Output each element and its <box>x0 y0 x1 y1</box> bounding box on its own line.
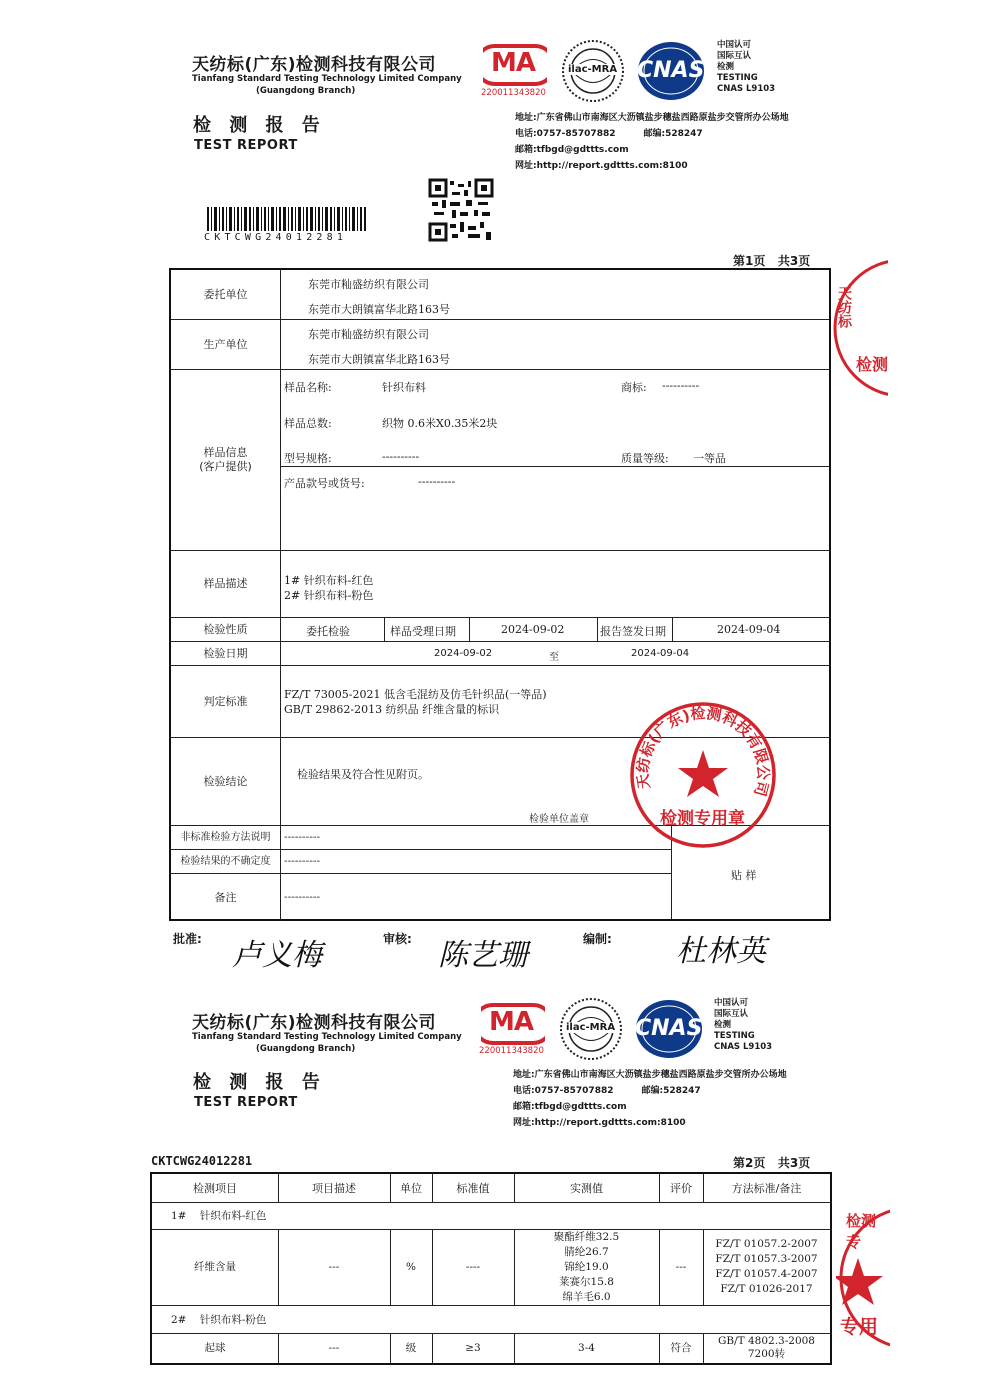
article-label: 产品款号或货号: <box>284 477 365 490</box>
company-name-2: 天纺标(广东)检测科技有限公司 <box>192 1013 437 1033</box>
issue-date: 2024-09-04 <box>717 623 781 636</box>
col-header-desc: 项目描述 <box>312 1182 356 1195</box>
company-name-en-2: Tianfang Standard Testing Technology Limited Company <box>192 1032 462 1042</box>
fiber-measured <box>514 1229 659 1305</box>
nature-value: 委托检验 <box>306 625 350 638</box>
swatch-label: 贴 样 <box>731 869 757 882</box>
report-title-2: 检 测 报 告 <box>193 1072 326 1093</box>
divider <box>469 618 470 641</box>
nonstd-value: ---------- <box>284 832 321 843</box>
pill-method-1: GB/T 4802.3-2008 <box>718 1335 815 1347</box>
ilac-text-2: ilac-MRA <box>566 1022 616 1033</box>
approve-signature: 卢义梅 <box>232 938 322 973</box>
qr-code[interactable] <box>428 178 494 242</box>
page-total: 共3页 <box>777 1156 811 1170</box>
sample-desc-row <box>171 551 829 618</box>
conclusion-label: 检验结论 <box>171 738 281 825</box>
cma-text-2: MA <box>489 1007 533 1037</box>
conclusion-text: 检验结果及符合性见附页。 <box>297 768 429 781</box>
uncert-row <box>171 850 671 874</box>
cnas-logo-2 <box>633 998 705 1060</box>
sample-info-subtitle: (客户提供) <box>199 460 252 473</box>
cert-line5: CNAS L9103 <box>714 1042 773 1052</box>
address: 地址:广东省佛山市南海区大沥镇盐步穗盐西路原盐步交管所办公场地 <box>515 113 789 123</box>
model-label: 型号规格: <box>284 452 332 465</box>
fiber-item: 纤维含量 <box>194 1260 236 1273</box>
divider <box>152 1202 830 1203</box>
pill-std: ≥3 <box>465 1341 481 1354</box>
email: 邮箱:tfbgd@gdttts.com <box>513 1102 627 1112</box>
client-name: 东莞市籼盛纺织有限公司 <box>308 278 429 291</box>
nature-label: 检验性质 <box>171 618 281 641</box>
producer-label: 生产单位 <box>171 320 281 369</box>
col-header-eval: 评价 <box>670 1182 692 1195</box>
cnas-logo <box>635 40 707 102</box>
pill-item: 起球 <box>204 1341 226 1354</box>
cma-logo-2 <box>481 1001 545 1047</box>
method-4: FZ/T 01026-2017 <box>720 1283 813 1295</box>
producer-row <box>171 320 829 370</box>
postcode: 邮编:528247 <box>643 129 703 139</box>
ilac-logo <box>560 38 626 104</box>
cert-line4: TESTING <box>717 73 758 83</box>
remark-value: ---------- <box>284 892 321 903</box>
edit-signature: 杜林英 <box>676 934 766 969</box>
partial-seal-text-4: 专用 <box>840 1316 879 1338</box>
pill-eval: 符合 <box>670 1341 692 1354</box>
page-indicator-1 <box>733 252 810 269</box>
measured-acrylic: 腈纶26.7 <box>564 1245 609 1258</box>
recv-date: 2024-09-02 <box>501 623 565 636</box>
grade-label: 质量等级: <box>621 452 669 465</box>
client-address: 东莞市大朗镇富华北路163号 <box>308 303 450 316</box>
report-title-en-2: TEST REPORT <box>194 1095 298 1110</box>
page-total: 共3页 <box>777 254 811 268</box>
method-2: FZ/T 01057.3-2007 <box>715 1253 818 1265</box>
fiber-unit: % <box>406 1260 416 1273</box>
standard-1: FZ/T 73005-2021 低含毛混纺及仿毛针织品(一等品) <box>284 688 547 701</box>
group-2-label: 2# 针织布料-粉色 <box>171 1314 267 1326</box>
date-to-word: 至 <box>549 652 559 663</box>
model-value: ---------- <box>382 450 420 463</box>
col-header-measured: 实测值 <box>570 1182 603 1195</box>
group-1-label: 1# 针织布料-红色 <box>171 1210 267 1222</box>
postcode: 邮编:528247 <box>641 1086 701 1096</box>
pill-measured: 3-4 <box>578 1341 595 1354</box>
client-label: 委托单位 <box>171 270 281 319</box>
producer-address: 东莞市大朗镇富华北路163号 <box>308 353 450 366</box>
fiber-eval: --- <box>675 1260 687 1273</box>
ilac-text: ilac-MRA <box>568 64 618 75</box>
website: 网址:http://report.gdttts.com:8100 <box>513 1118 686 1128</box>
col-header-unit: 单位 <box>400 1182 422 1195</box>
barcode <box>207 207 367 231</box>
partial-seal-text-2: 检测 <box>856 355 888 374</box>
report-number-2: CKTCWG24012281 <box>151 1154 253 1168</box>
partial-seal-text-1: 天纺标 <box>836 286 852 328</box>
date-label: 检验日期 <box>171 642 281 665</box>
cnas-info <box>717 40 775 95</box>
measured-nylon: 锦纶19.0 <box>564 1260 609 1273</box>
measured-polyester: 聚酯纤维32.5 <box>553 1230 620 1243</box>
recv-date-label: 样品受理日期 <box>390 625 456 638</box>
company-name: 天纺标(广东)检测科技有限公司 <box>192 55 437 75</box>
measured-wool: 绵羊毛6.0 <box>562 1290 611 1303</box>
phone: 电话:0757-85707882 <box>513 1086 614 1096</box>
divider <box>514 1174 515 1202</box>
page-indicator-2 <box>733 1154 810 1171</box>
barcode-number: CKTCWG24012281 <box>204 232 348 243</box>
contact-block-2 <box>513 1067 787 1131</box>
divider <box>390 1174 391 1202</box>
divider <box>278 1174 279 1202</box>
sample-desc-label: 样品描述 <box>171 551 281 617</box>
address: 地址:广东省佛山市南海区大沥镇盐步穗盐西路原盐步交管所办公场地 <box>513 1070 787 1080</box>
uncert-label: 检验结果的不确定度 <box>171 850 281 873</box>
pill-method <box>703 1333 830 1363</box>
sample-name-label: 样品名称: <box>284 381 332 394</box>
cma-text: MA <box>491 48 535 78</box>
seal-ring-text: 天纺标(广东)检测科技有限公司 <box>633 703 773 799</box>
col-header-item: 检测项目 <box>193 1182 237 1195</box>
divider <box>597 618 598 641</box>
grade-value: 一等品 <box>693 452 726 465</box>
cert-line4: TESTING <box>714 1031 755 1041</box>
company-name-en: Tianfang Standard Testing Technology Limited Company <box>192 74 462 84</box>
nonstd-row <box>171 826 671 850</box>
pill-method-2: 7200转 <box>747 1348 786 1360</box>
review-signature: 陈艺珊 <box>438 938 528 973</box>
brand-label: 商标: <box>621 381 647 394</box>
partial-seal-1 <box>828 256 888 401</box>
brand-value: ---------- <box>662 379 700 392</box>
cnas-text-2: CNAS <box>635 1016 703 1041</box>
client-row <box>171 270 829 320</box>
partial-seal-2 <box>836 1200 890 1355</box>
method-1: FZ/T 01057.2-2007 <box>715 1238 818 1250</box>
divider <box>703 1174 704 1202</box>
sample-qty: 织物 0.6米X0.35米2块 <box>382 417 498 430</box>
nonstd-label: 非标准检验方法说明 <box>171 826 281 849</box>
date-to: 2024-09-04 <box>631 648 690 659</box>
company-branch: (Guangdong Branch) <box>256 86 356 96</box>
cert-line1: 中国认可 <box>714 998 749 1008</box>
uncert-value: ---------- <box>284 856 321 867</box>
sample-qty-label: 样品总数: <box>284 417 332 430</box>
pill-desc: --- <box>328 1341 340 1354</box>
report-title: 检 测 报 告 <box>193 115 326 136</box>
seal-label: 检验单位盖章 <box>529 814 589 825</box>
email: 邮箱:tfbgd@gdttts.com <box>515 145 629 155</box>
article-value: ---------- <box>418 475 456 488</box>
sample-desc-2: 2# 针织布料-粉色 <box>284 589 374 602</box>
company-branch-2: (Guangdong Branch) <box>256 1044 356 1054</box>
cma-number: 220011343820 <box>481 88 546 98</box>
cnas-text: CNAS <box>637 58 705 83</box>
sample-name: 针织布料 <box>382 381 426 394</box>
divider <box>281 466 829 467</box>
fiber-desc: --- <box>328 1260 340 1273</box>
report-title-en: TEST REPORT <box>194 138 298 153</box>
sample-desc-1: 1# 针织布料-红色 <box>284 574 374 587</box>
col-header-method: 方法标准/备注 <box>731 1182 802 1195</box>
pill-unit: 级 <box>405 1341 417 1354</box>
sample-info-title: 样品信息 <box>203 446 248 459</box>
divider <box>384 618 385 641</box>
method-3: FZ/T 01057.4-2007 <box>715 1268 818 1280</box>
phone: 电话:0757-85707882 <box>515 129 616 139</box>
official-seal <box>628 700 778 850</box>
ilac-logo-2 <box>558 996 624 1062</box>
inspection-nature-row <box>171 618 829 642</box>
cert-line1: 中国认可 <box>717 40 752 50</box>
cma-number-2: 220011343820 <box>479 1046 544 1056</box>
website: 网址:http://report.gdttts.com:8100 <box>515 161 688 171</box>
page-number: 第2页 <box>733 1156 766 1170</box>
contact-block <box>515 110 789 174</box>
review-label: 审核: <box>383 932 412 946</box>
cnas-info-2 <box>714 998 772 1053</box>
sample-info-row <box>171 370 829 551</box>
col-header-std: 标准值 <box>456 1182 490 1195</box>
date-from: 2024-09-02 <box>434 648 493 659</box>
divider <box>659 1174 660 1202</box>
divider <box>672 618 673 641</box>
divider <box>152 1305 830 1306</box>
approve-label: 批准: <box>173 932 202 946</box>
page-number: 第1页 <box>733 254 766 268</box>
measured-lyocell: 莱赛尔15.8 <box>559 1275 614 1288</box>
cert-line5: CNAS L9103 <box>717 84 776 94</box>
producer-name: 东莞市籼盛纺织有限公司 <box>308 328 429 341</box>
remark-label: 备注 <box>171 874 281 921</box>
cert-line3: 检测 <box>717 62 735 72</box>
seal-center-text: 检测专用章 <box>660 809 745 829</box>
sample-info-label <box>171 370 281 550</box>
remark-row <box>171 874 671 921</box>
cert-line2: 国际互认 <box>717 51 752 61</box>
issue-date-label: 报告签发日期 <box>600 625 666 638</box>
fiber-methods <box>703 1229 830 1305</box>
cert-line3: 检测 <box>714 1020 732 1030</box>
inspection-date-row <box>171 642 829 666</box>
standard-label: 判定标准 <box>171 666 281 737</box>
partial-seal-text-3: 检测专 <box>846 1212 877 1251</box>
cert-line2: 国际互认 <box>714 1009 749 1019</box>
fiber-std: ---- <box>465 1260 481 1273</box>
standard-2: GB/T 29862-2013 纺织品 纤维含量的标识 <box>284 703 500 716</box>
edit-label: 编制: <box>583 932 612 946</box>
divider <box>432 1174 433 1202</box>
results-table <box>150 1172 832 1365</box>
cma-logo <box>483 42 547 88</box>
